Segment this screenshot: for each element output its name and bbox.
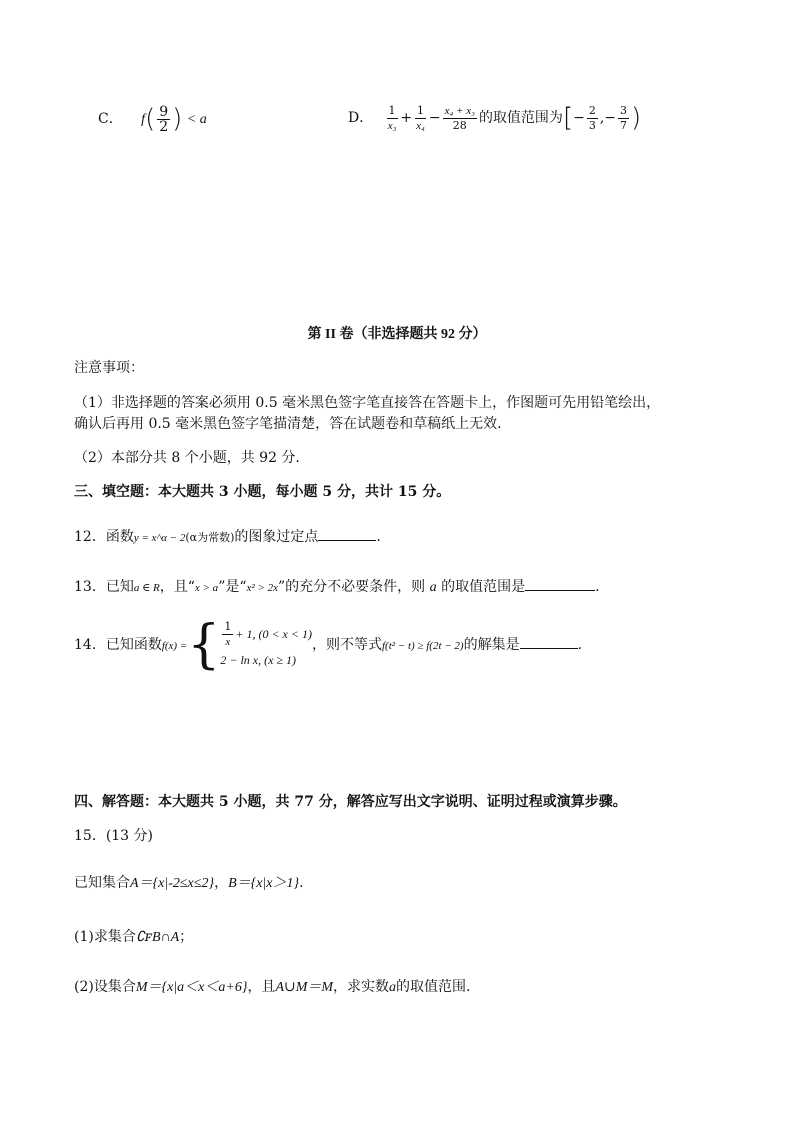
q15-p2-pre: (2)设集合 (74, 979, 136, 995)
q12-answer-blank[interactable] (318, 526, 376, 541)
question-15-stem (74, 872, 304, 892)
bracket-right: ) (631, 103, 642, 133)
q15-p2-set: M＝{x|a＜x＜a+6} (135, 980, 248, 995)
notice-1-line-2: 确认后再用 0.5 毫米黑色签字笔描清楚，答在试题卷和草稿纸上无效. (74, 416, 502, 432)
q13-cond2: x² > 2x (246, 582, 279, 594)
q15-stem-end: . (299, 875, 304, 891)
q15-p2-var: a (389, 980, 397, 995)
q13-mid2: ”是“ (218, 579, 247, 595)
section-4-heading: 四、解答题：本大题共 5 小题，共 77 分，解答应写出文字说明、证明过程或演算步骤。 (74, 794, 627, 810)
option-d-frac1 (386, 104, 399, 133)
left-brace: { (187, 615, 221, 675)
q14-post: 的解集是 (463, 637, 520, 653)
frac-den: 28 (452, 118, 467, 132)
frac-den: 3 (588, 118, 596, 132)
notice-1-line-1: （1）非选择题的答案必须用 0.5 毫米黑色签字笔直接答在答题卡上，作图题可先用铅笔绘出， (74, 395, 661, 411)
section-3-heading: 三、填空题：本大题共 3 小题，每小题 5 分，共计 15 分。 (74, 484, 451, 500)
part2-title: 第 II 卷（非选择题共 92 分） (307, 327, 487, 342)
question-14 (74, 615, 583, 675)
q15-set-a: A＝{x|-2≤x≤2} (130, 876, 215, 891)
q14-fx: f(x) = (161, 640, 188, 652)
q13-mid3: ”的充分不必要条件，则 (278, 579, 426, 595)
q15-p2-mid2: ，求实数 (333, 979, 390, 995)
q14-piece-1-rest: + 1, (0 < x < 1) (235, 626, 312, 641)
paren-left: ( (145, 104, 156, 134)
frac-num: 1 (388, 103, 396, 117)
q13-end: . (595, 579, 600, 595)
q14-mid: ，则不等式 (311, 637, 382, 653)
q15-p2-end: 的取值范围. (396, 979, 471, 995)
q14-pre: 已知函数 (105, 637, 162, 653)
q12-post: 的图象过定点 (234, 529, 319, 545)
q14-piecewise (220, 620, 312, 671)
option-d-frac2 (414, 104, 427, 133)
question-13 (74, 576, 600, 596)
q14-number: 14． (74, 637, 106, 653)
frac-num: 3 (620, 103, 628, 117)
frac-num: 1 (224, 619, 232, 633)
option-d-text: 的取值范围为 (478, 110, 563, 126)
question-15-part-1 (74, 926, 193, 946)
question-15-number: 15．(13 分) (74, 828, 154, 844)
bracket-left: [ (562, 103, 574, 133)
range-frac1 (587, 104, 598, 133)
option-d-frac3 (443, 104, 477, 133)
q14-piece-1-frac (222, 620, 233, 649)
q13-post: 的取值范围是 (441, 579, 526, 595)
question-12 (74, 526, 381, 546)
q15-set-b: B＝{x|x＞1} (228, 876, 300, 891)
option-c-func: f (141, 112, 146, 127)
q12-pre: 函数 (105, 529, 134, 545)
frac-den: x₃ (387, 119, 397, 132)
frac-den: x (225, 635, 231, 648)
q13-number: 13． (74, 579, 106, 595)
q12-cond: (α为常数) (185, 531, 235, 544)
paren-right: ) (172, 104, 183, 134)
q14-inequality: f(t² − t) ≥ f(2t − 2) (381, 640, 464, 652)
frac-num: x₄ + x₃ (444, 104, 475, 117)
q13-set: a ∈ R (133, 582, 160, 594)
q13-cond1: x > a (194, 582, 219, 594)
q14-answer-blank[interactable] (520, 634, 578, 649)
q13-mid1: ，且“ (159, 579, 195, 595)
q13-pre: 已知 (105, 579, 134, 595)
q15-stem-pre: 已知集合 (74, 875, 130, 891)
frac-num: 2 (588, 103, 596, 117)
q15-p2-cond: A∪M＝M (275, 980, 334, 995)
q12-end: . (376, 529, 381, 545)
option-c-label: C． (98, 111, 123, 127)
frac-num: 1 (417, 103, 424, 117)
q14-piece-1 (220, 620, 312, 649)
option-c (98, 104, 207, 134)
option-d-label: D． (348, 110, 374, 126)
option-c-relation: < a (186, 112, 207, 127)
q12-expr: y = x^α − 2 (133, 532, 186, 544)
q13-answer-blank[interactable] (525, 576, 595, 591)
q15-comma: ， (214, 875, 229, 891)
option-c-fraction (157, 105, 170, 134)
option-d: D． $\frac{1}{\text{x₃}}$ + $\frac{1}{\text{x₄}}$ − $\frac{\text{x₄ + x₃}}{28}$ 的取值范围为[− $\frac{2}{3}$ ,− $\frac{3}{7}$ ) (348, 103, 642, 133)
notice-2: （2）本部分共 8 个小题，共 92 分. (74, 450, 300, 466)
q15-p1-expr: ∁ꜰB∩A (135, 930, 180, 945)
notice-heading: 注意事项： (74, 360, 144, 376)
q12-number: 12． (74, 529, 106, 545)
q15-p1-pre: (1)求集合 (74, 929, 136, 945)
question-15-part-2 (74, 976, 471, 996)
q14-piece-2: 2 − ln x, (x ≥ 1) (220, 652, 297, 667)
q13-var: a (429, 580, 437, 595)
frac-den: 7 (620, 118, 628, 132)
frac-den: 2 (159, 118, 169, 135)
q14-end: . (577, 637, 583, 653)
range-frac2 (618, 104, 629, 133)
q15-p1-end: ； (179, 929, 194, 945)
q15-p2-mid: ，且 (247, 979, 276, 995)
frac-num: 9 (159, 103, 169, 120)
frac-den: x₄ (416, 119, 425, 132)
